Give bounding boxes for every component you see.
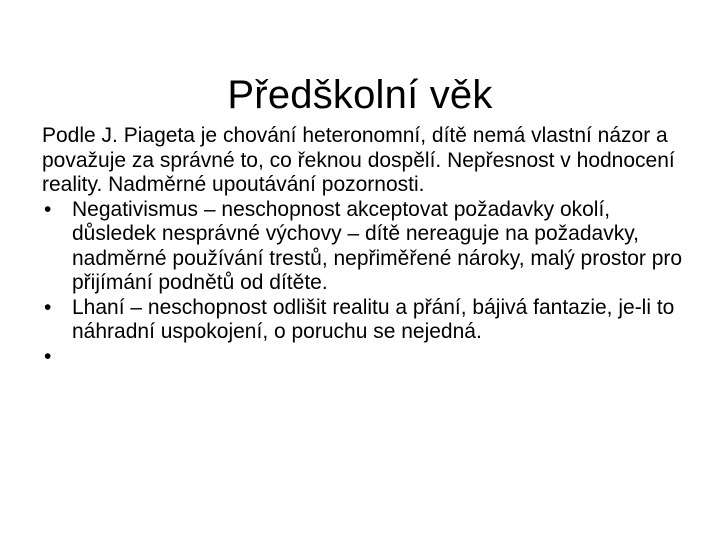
slide-title: Předškolní věk bbox=[227, 72, 493, 117]
bullet-item-lhani bbox=[42, 296, 692, 345]
bullet-dot-icon: • bbox=[44, 295, 52, 319]
bullet-text: Lhaní – neschopnost odlišit realitu a přání, bájivá fantazie, je-li to náhradní uspokojení, o poruchu se nejedná. bbox=[72, 295, 675, 343]
bullet-dot-icon: • bbox=[44, 197, 52, 221]
bullet-item-negativismus bbox=[42, 198, 692, 296]
bullet-dot-icon: • bbox=[44, 344, 52, 368]
intro-paragraph: Podle J. Piageta je chování heteronomní, dítě nemá vlastní názor a považuje za správné to, co řeknou dospělí. Nepřesnost v hodnocení reality. Nadměrné upoutávání pozornosti. bbox=[42, 124, 675, 196]
bullet-text: Negativismus – neschopnost akceptovat požadavky okolí, důsledek nesprávné výchovy – dítě nereaguje na požadavky, nadměrné používání trestů, nepřiměřené nároky, malý prostor pro přijímání podnětů od dítěte. bbox=[72, 197, 683, 294]
bullet-list bbox=[42, 198, 692, 370]
slide-content bbox=[42, 124, 692, 369]
bullet-item-empty bbox=[42, 345, 692, 370]
